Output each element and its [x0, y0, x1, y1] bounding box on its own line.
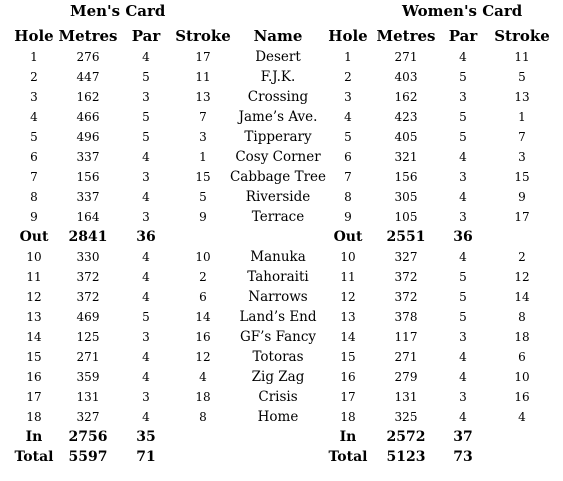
womens-stroke-cell: 11	[514, 50, 530, 64]
mens-metres-cell: 469	[76, 310, 100, 324]
mens-stroke-cell: 18	[195, 390, 211, 404]
mens-metres-cell: 330	[76, 250, 100, 264]
mens-par-cell: 4	[142, 250, 150, 264]
mens-stroke-cell: 17	[195, 50, 211, 64]
mens-metres-cell: 131	[76, 390, 100, 404]
womens-stroke-cell: 17	[514, 210, 530, 224]
mens-par-cell: 35	[136, 429, 156, 445]
womens-metres-cell: 423	[394, 110, 418, 124]
mens-par-cell: 3	[142, 330, 150, 344]
mens-hole-cell: 16	[26, 370, 42, 384]
womens-card-title: Women's Card	[402, 2, 523, 20]
womens-metres-cell: 378	[394, 310, 418, 324]
womens-par-cell: 3	[459, 390, 467, 404]
mens-metres-cell: 337	[76, 190, 100, 204]
mens-metres-cell: 2756	[68, 429, 108, 445]
mens-metres-cell: 496	[76, 130, 100, 144]
mens-par-cell: 4	[142, 190, 150, 204]
womens-par-cell: 5	[459, 310, 467, 324]
womens-hole-cell: 12	[340, 290, 356, 304]
womens-hole-cell: 6	[344, 150, 352, 164]
womens-hole-header: Hole	[328, 27, 368, 45]
mens-par-cell: 5	[142, 130, 150, 144]
mens-metres-cell: 276	[76, 50, 100, 64]
womens-stroke-cell	[462, 447, 563, 467]
womens-hole-cell: 14	[340, 330, 356, 344]
womens-metres-cell: 2551	[386, 229, 426, 245]
mens-par-cell: 3	[142, 170, 150, 184]
mens-metres-cell: 162	[76, 90, 100, 104]
womens-par-cell: 3	[459, 330, 467, 344]
womens-par-cell: 3	[459, 170, 467, 184]
mens-metres-cell: 466	[76, 110, 100, 124]
mens-metres-cell: 164	[76, 210, 100, 224]
mens-stroke-cell: 15	[195, 170, 211, 184]
hole-name-cell: Totoras	[252, 349, 304, 365]
mens-metres-header: Metres	[58, 27, 118, 45]
womens-par-cell: 4	[459, 370, 467, 384]
womens-stroke-cell: 16	[514, 390, 530, 404]
hole-name-cell: Crisis	[258, 389, 298, 405]
mens-par-header: Par	[131, 27, 161, 45]
hole-name-cell: Tahoraiti	[247, 269, 309, 285]
hole-name-cell: Narrows	[248, 289, 308, 305]
mens-hole-cell: 10	[26, 250, 42, 264]
hole-name-cell: Land’s End	[239, 309, 317, 325]
mens-stroke-cell: 16	[195, 330, 211, 344]
womens-par-cell: 37	[453, 429, 473, 445]
womens-hole-cell: Out	[333, 229, 363, 245]
mens-hole-cell: 7	[30, 170, 38, 184]
womens-metres-cell: 105	[394, 210, 418, 224]
mens-metres-cell: 125	[76, 330, 100, 344]
womens-par-cell: 5	[459, 70, 467, 84]
womens-par-cell: 3	[459, 210, 467, 224]
womens-hole-cell: 11	[340, 270, 356, 284]
womens-metres-cell: 403	[394, 70, 418, 84]
womens-stroke-cell: 6	[518, 350, 526, 364]
mens-metres-cell: 372	[76, 290, 100, 304]
hole-name-cell: Desert	[255, 49, 301, 65]
mens-hole-cell: 6	[30, 150, 38, 164]
womens-par-header: Par	[448, 27, 478, 45]
womens-stroke-cell	[462, 227, 563, 247]
mens-hole-cell: 17	[26, 390, 42, 404]
mens-stroke-cell: 14	[195, 310, 211, 324]
mens-metres-cell: 271	[76, 350, 100, 364]
mens-par-cell: 71	[136, 449, 156, 465]
hole-name-cell: Cabbage Tree	[229, 169, 327, 185]
mens-stroke-cell: 2	[199, 270, 207, 284]
mens-metres-cell: 156	[76, 170, 100, 184]
womens-stroke-cell: 7	[518, 130, 526, 144]
mens-stroke-cell: 6	[199, 290, 207, 304]
womens-hole-cell: 4	[344, 110, 352, 124]
hole-name-cell: GF’s Fancy	[239, 329, 317, 345]
womens-hole-cell: 7	[344, 170, 352, 184]
mens-par-cell: 3	[142, 90, 150, 104]
womens-stroke-cell: 2	[518, 250, 526, 264]
womens-par-cell: 5	[459, 110, 467, 124]
mens-stroke-cell: 11	[195, 70, 211, 84]
mens-metres-cell: 359	[76, 370, 100, 384]
mens-hole-cell: 9	[30, 210, 38, 224]
mens-hole-cell: 4	[30, 110, 38, 124]
womens-metres-cell: 156	[394, 170, 418, 184]
womens-metres-cell: 271	[394, 350, 418, 364]
womens-par-cell: 4	[459, 190, 467, 204]
womens-stroke-cell: 13	[514, 90, 530, 104]
womens-hole-cell: 3	[344, 90, 352, 104]
womens-par-cell: 5	[459, 130, 467, 144]
womens-stroke-cell: 4	[518, 410, 526, 424]
womens-par-cell: 4	[459, 410, 467, 424]
womens-stroke-header: Stroke	[494, 27, 550, 45]
mens-stroke-cell: 7	[199, 110, 207, 124]
womens-hole-cell: 10	[340, 250, 356, 264]
womens-stroke-cell: 8	[518, 310, 526, 324]
womens-stroke-cell: 14	[514, 290, 530, 304]
hole-name-cell: Crossing	[247, 89, 309, 105]
womens-metres-cell: 271	[394, 50, 418, 64]
mens-hole-cell: 12	[26, 290, 42, 304]
mens-stroke-cell: 3	[199, 130, 207, 144]
mens-par-cell: 4	[142, 370, 150, 384]
womens-stroke-cell: 10	[514, 370, 530, 384]
mens-stroke-cell: 1	[199, 150, 207, 164]
mens-metres-cell: 5597	[68, 449, 108, 465]
womens-hole-cell: 2	[344, 70, 352, 84]
womens-hole-cell: 9	[344, 210, 352, 224]
mens-metres-cell: 447	[76, 70, 100, 84]
mens-hole-cell: 5	[30, 130, 38, 144]
mens-hole-cell: In	[25, 429, 43, 445]
womens-metres-cell: 305	[394, 190, 418, 204]
mens-par-cell: 4	[142, 270, 150, 284]
womens-par-cell: 73	[453, 449, 473, 465]
mens-hole-cell: 14	[26, 330, 42, 344]
mens-par-cell: 3	[142, 390, 150, 404]
womens-metres-cell: 321	[394, 150, 418, 164]
mens-metres-cell: 372	[76, 270, 100, 284]
womens-hole-cell: Total	[328, 449, 368, 465]
womens-hole-cell: 8	[344, 190, 352, 204]
mens-hole-cell: 2	[30, 70, 38, 84]
womens-metres-header: Metres	[376, 27, 436, 45]
mens-hole-cell: 15	[26, 350, 42, 364]
womens-par-cell: 4	[459, 350, 467, 364]
womens-stroke-cell: 5	[518, 70, 526, 84]
hole-name-cell: Tipperary	[244, 129, 312, 145]
mens-hole-header: Hole	[14, 27, 54, 45]
womens-stroke-cell: 3	[518, 150, 526, 164]
mens-stroke-cell: 13	[195, 90, 211, 104]
womens-metres-cell: 372	[394, 270, 418, 284]
womens-hole-cell: 1	[344, 50, 352, 64]
mens-hole-cell: Total	[14, 449, 54, 465]
mens-hole-cell: 8	[30, 190, 38, 204]
womens-par-cell: 4	[459, 150, 467, 164]
mens-card-title: Men's Card	[70, 2, 166, 20]
womens-hole-cell: 16	[340, 370, 356, 384]
womens-metres-cell: 117	[394, 330, 418, 344]
womens-metres-cell: 325	[394, 410, 418, 424]
mens-par-cell: 4	[142, 350, 150, 364]
mens-stroke-cell: 10	[195, 250, 211, 264]
womens-par-cell: 36	[453, 229, 473, 245]
mens-par-cell: 4	[142, 290, 150, 304]
womens-metres-cell: 405	[394, 130, 418, 144]
womens-hole-cell: 13	[340, 310, 356, 324]
womens-stroke-cell: 18	[514, 330, 530, 344]
womens-stroke-cell	[462, 427, 563, 447]
womens-hole-cell: In	[339, 429, 357, 445]
womens-stroke-cell: 12	[514, 270, 530, 284]
womens-par-cell: 5	[459, 270, 467, 284]
mens-hole-cell: 1	[30, 50, 38, 64]
mens-par-cell: 5	[142, 310, 150, 324]
mens-par-cell: 5	[142, 70, 150, 84]
womens-metres-cell: 2572	[386, 429, 426, 445]
mens-par-cell: 4	[142, 410, 150, 424]
mens-metres-cell: 327	[76, 410, 100, 424]
womens-stroke-cell: 1	[518, 110, 526, 124]
mens-par-cell: 4	[142, 150, 150, 164]
womens-hole-cell: 15	[340, 350, 356, 364]
hole-name-cell: Riverside	[245, 189, 311, 205]
womens-metres-cell: 131	[394, 390, 418, 404]
womens-metres-cell: 5123	[386, 449, 426, 465]
hole-name-cell: Jame’s Ave.	[238, 109, 318, 125]
mens-hole-cell: 13	[26, 310, 42, 324]
mens-metres-cell: 2841	[68, 229, 108, 245]
mens-stroke-header: Stroke	[175, 27, 231, 45]
mens-par-cell: 4	[142, 50, 150, 64]
womens-hole-cell: 18	[340, 410, 356, 424]
hole-name-cell: F.J.K.	[260, 69, 296, 85]
mens-hole-cell: Out	[19, 229, 49, 245]
womens-metres-cell: 327	[394, 250, 418, 264]
hole-name-cell: Manuka	[250, 249, 306, 265]
mens-metres-cell: 337	[76, 150, 100, 164]
mens-stroke-cell: 8	[199, 410, 207, 424]
womens-metres-cell: 162	[394, 90, 418, 104]
womens-par-cell: 4	[459, 50, 467, 64]
womens-stroke-cell: 15	[514, 170, 530, 184]
mens-hole-cell: 3	[30, 90, 38, 104]
mens-par-cell: 3	[142, 210, 150, 224]
mens-hole-cell: 18	[26, 410, 42, 424]
mens-stroke-cell: 5	[199, 190, 207, 204]
hole-name-cell: Cosy Corner	[235, 149, 321, 165]
womens-par-cell: 4	[459, 250, 467, 264]
mens-hole-cell: 11	[26, 270, 42, 284]
womens-hole-cell: 5	[344, 130, 352, 144]
hole-name-cell: Zig Zag	[251, 369, 305, 385]
womens-par-cell: 5	[459, 290, 467, 304]
womens-par-cell: 3	[459, 90, 467, 104]
mens-stroke-cell: 12	[195, 350, 211, 364]
womens-hole-cell: 17	[340, 390, 356, 404]
womens-metres-cell: 279	[394, 370, 418, 384]
name-header: Name	[253, 27, 303, 45]
hole-name-cell: Home	[257, 409, 299, 425]
womens-stroke-cell: 9	[518, 190, 526, 204]
hole-name-cell: Terrace	[251, 209, 305, 225]
mens-stroke-cell: 4	[199, 370, 207, 384]
womens-metres-cell: 372	[394, 290, 418, 304]
mens-par-cell: 5	[142, 110, 150, 124]
mens-par-cell: 36	[136, 229, 156, 245]
mens-stroke-cell: 9	[199, 210, 207, 224]
